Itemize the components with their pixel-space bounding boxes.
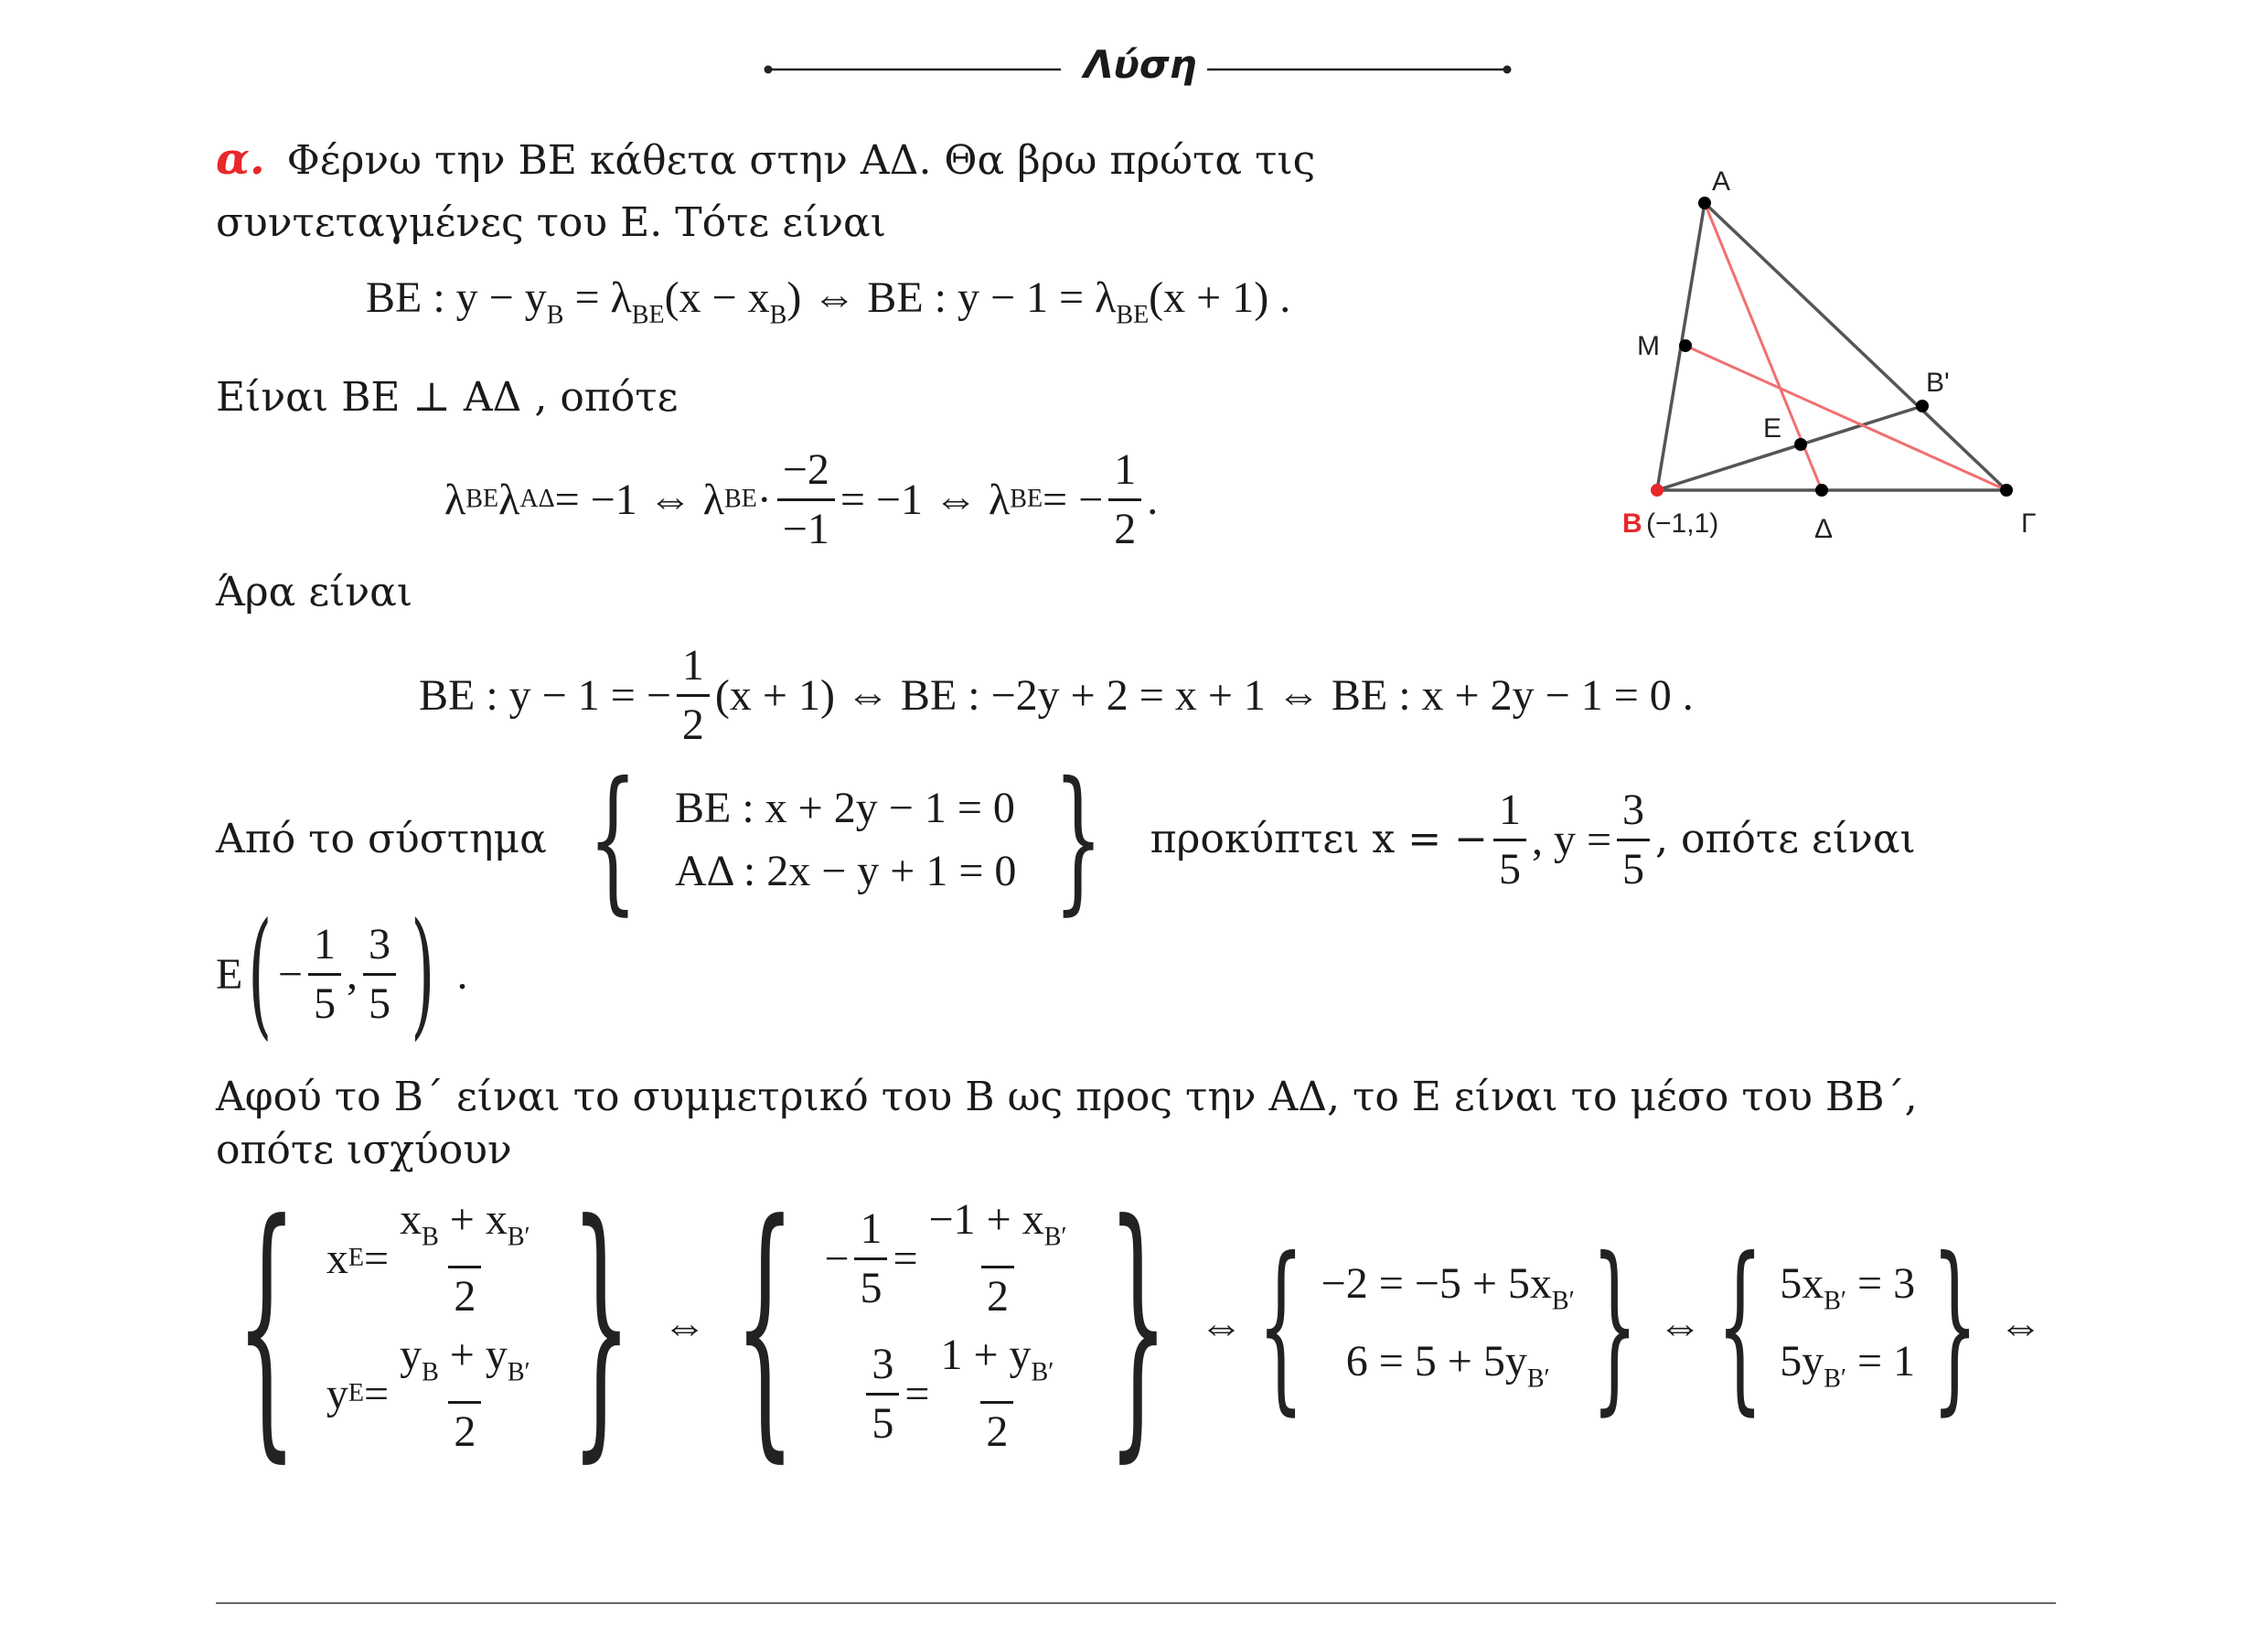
label-b-prime: B': [1926, 368, 1950, 398]
symmetric-text-1: Αφού το Β΄ είναι το συμμετρικό του Β ως προς την ΑΔ, το Ε είναι το μέσο του ΒΒ΄,: [216, 1074, 1918, 1120]
system-1: x Ε = $\frac{x_B + x_{B'}}{2}$ y Ε = $\frac{y_B + y_{B'}}{2}$: [326, 1195, 530, 1456]
fraction: $\frac{3}{5}$: [1617, 786, 1650, 894]
triangle-sides: [1657, 203, 2006, 490]
system-3: $-2 = -5 + 5x_{B'}$ $6 = 5 + 5y_{B'}$: [1321, 1259, 1575, 1393]
points: [1651, 197, 2013, 497]
fraction: $\frac{1}{2}$: [677, 641, 710, 750]
equation-slope: λ ΒΕ λ ΑΔ = −1 ⇔ λ ΒΕ · $\frac{-2}{-1}$ = −1 ⇔ λ ΒΕ = − $\frac{1}{2}$ .: [444, 444, 1159, 553]
label-a: A: [1712, 166, 1731, 197]
label-e: E: [1763, 413, 1782, 444]
right-brace: }: [1054, 749, 1104, 930]
triangle-figure: [1610, 155, 2067, 558]
segment-bb-prime: [1657, 406, 1922, 490]
intro-text-1: Φέρνω την ΒΕ κάθετα στην ΑΔ. Θα βρω πρώτα τις: [286, 137, 1316, 184]
part-a-intro-line2: συντεταγμένες του Ε. Τότε είναι: [216, 199, 886, 246]
ara-text: Άρα είναι: [216, 569, 413, 615]
system-equations: ΒΕ : x + 2y − 1 = 0 ΑΔ : 2x − y + 1 = 0: [675, 784, 1017, 895]
median-mg: [1685, 346, 2006, 490]
equation-be-final: ΒΕ : y − 1 = − $\frac{1}{2}$ (x + 1) ⇔ ΒΕ : −2y + 2 = x + 1 ⇔ ΒΕ : x + 2y − 1 = 0 .: [419, 640, 1694, 749]
point-e: [1794, 438, 1807, 451]
system-2: − $\frac{1}{5}$ = $\frac{-1 + x_{B'}}{2}$ $\frac{3}{5}$ = $\frac{1 + y_{B'}}{2}$: [824, 1195, 1067, 1456]
bottom-rule: [216, 1602, 2056, 1604]
header-line-right: [1207, 62, 1518, 77]
header: [759, 37, 1518, 101]
system-4: $5x_{B'} = 3$ $5y_{B'} = 1$: [1780, 1259, 1916, 1393]
point-g: [2000, 484, 2013, 497]
symmetric-text-2: οπότε ισχύουν: [216, 1127, 512, 1173]
side-ag: [1705, 203, 2006, 490]
point-e-coords: Ε ( − $\frac{1}{5}$ , $\frac{3}{5}$ ) .: [216, 894, 468, 1054]
system-row: Από το σύστημα { ΒΕ : x + 2y − 1 = 0 ΑΔ : 2x − y + 1 = 0 } προκύπτει x = − $\frac{1}{5}$ , y = $\frac{3}{5}$ , οπότε είναι: [216, 749, 1916, 930]
system-text: Από το σύστημα: [216, 816, 547, 862]
big-system: { x Ε = $\frac{x_B + x_{B'}}{2}$ y Ε = $\frac{y_B + y_{B'}}{2}$ } ⇔ { − $\frac{1}{5}$ = $\frac{-1 + x_{B'}}{2}$ $\frac{3}{5}$ = $\frac{1 + y_{B'}}{2}$ } ⇔ { $-2 = -5 + 5x_{B'}$ $6 = 5 + 5y_{B'}$ } ⇔ { $5x_{B'} = 3$ $5y_{B'} = 1$ } ⇔: [236, 1166, 2043, 1485]
point-b: [1651, 484, 1664, 497]
point-a: [1698, 197, 1711, 209]
perp-text: Είναι ΒΕ ⊥ ΑΔ , οπότε: [216, 374, 679, 421]
header-line-left: [759, 62, 1061, 77]
fraction: $\frac{-2}{-1}$: [777, 445, 835, 554]
part-a-label: α.: [216, 134, 265, 185]
point-b-prime: [1916, 400, 1929, 412]
label-b: B: [1622, 508, 1642, 539]
left-brace: {: [587, 749, 637, 930]
page-title: Λύση: [1084, 42, 1197, 87]
fraction: $\frac{1}{5}$: [308, 920, 341, 1029]
part-a-intro-line1: [216, 132, 1315, 188]
equation-be-line: ΒΕ : $y - y_B = \lambda_{BE}(x - x_B)$ ⇔ ΒΕ : $y - 1 = \lambda_{BE}(x + 1)$ .: [366, 273, 1291, 329]
label-d: Δ: [1814, 514, 1834, 544]
fraction: $\frac{1}{2}$: [1108, 445, 1141, 554]
point-d: [1815, 484, 1828, 497]
label-b-coords: (−1,1): [1646, 508, 1719, 539]
point-m: [1679, 339, 1692, 352]
fraction: $\frac{1}{5}$: [1493, 786, 1526, 894]
fraction: $\frac{3}{5}$: [363, 920, 396, 1029]
label-m: M: [1637, 331, 1660, 361]
red-lines: [1685, 203, 2006, 490]
label-g: Γ: [2021, 508, 2037, 539]
